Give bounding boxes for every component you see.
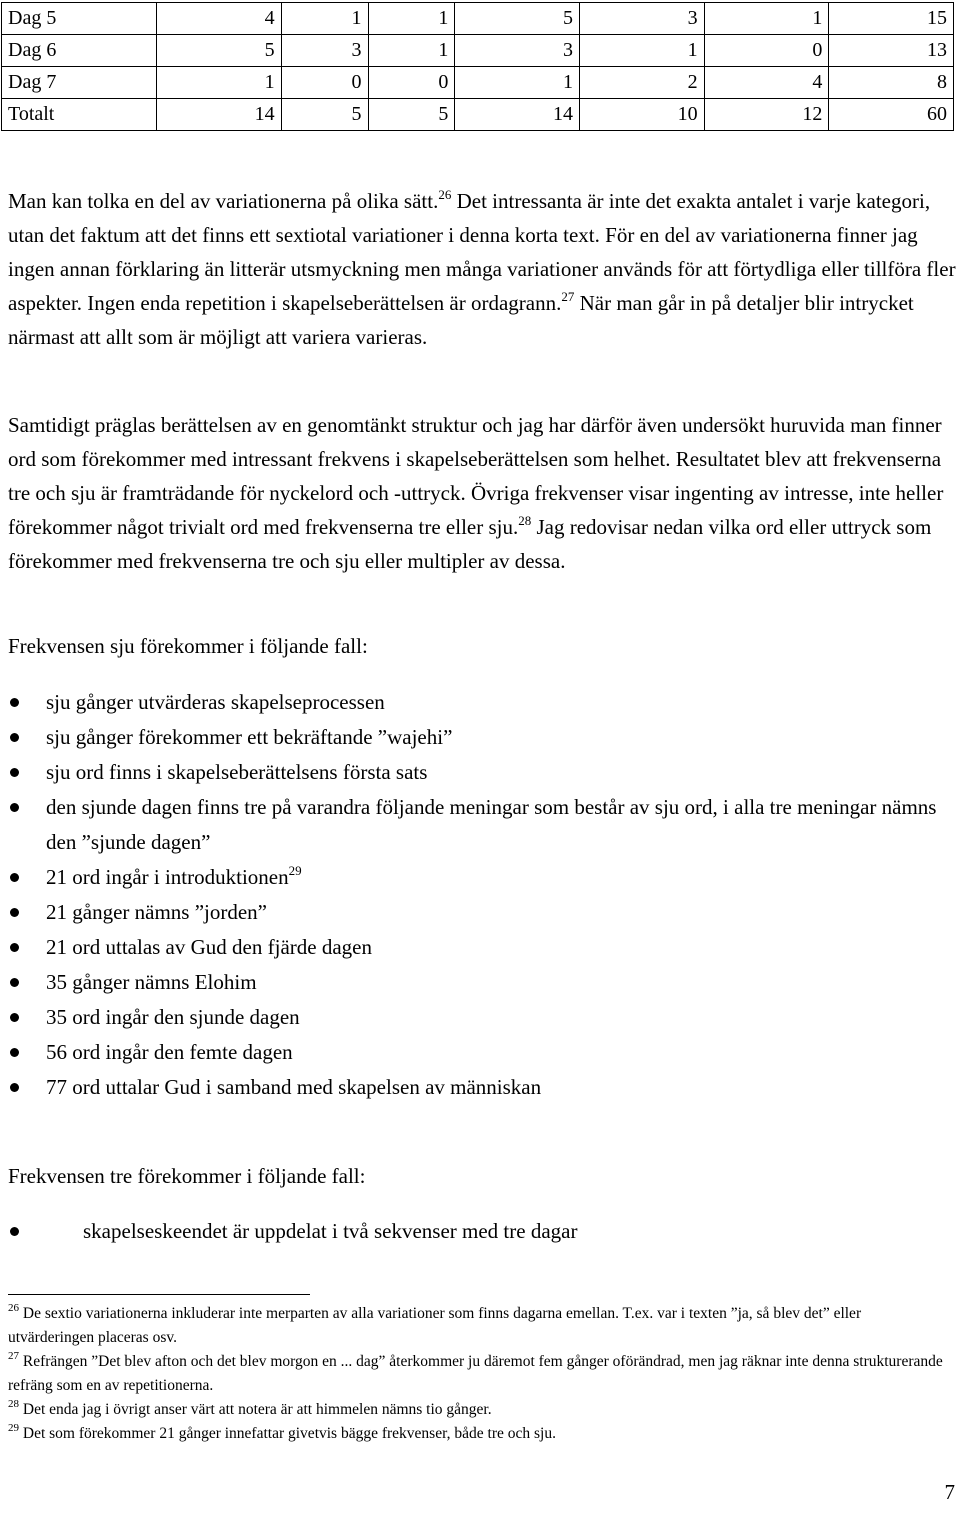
footnote-text: Det enda jag i övrigt anser värt att notera är att himmelen nämns tio gånger. xyxy=(19,1401,492,1418)
bullet-icon xyxy=(10,978,19,987)
list-item-text: sju ord finns i skapelseberättelsens första sats xyxy=(46,760,428,784)
footnote-text: De sextio variationerna inkluderar inte merparten av alla variationer som finns dagarna emellan. T.ex. var i texten ”ja, så blev det” eller utvärderingen placeras osv. xyxy=(8,1305,862,1346)
list-item xyxy=(0,895,956,930)
heading-frequency-seven: Frekvensen sju förekommer i följande fall: xyxy=(8,634,368,658)
list-item xyxy=(0,685,956,720)
table-cell: 13 xyxy=(829,35,954,67)
table-cell: 3 xyxy=(281,35,368,67)
table-cell: 3 xyxy=(455,35,580,67)
table-cell: 14 xyxy=(455,99,580,131)
footnote-ref[interactable]: 28 xyxy=(518,513,532,528)
bullet-icon xyxy=(10,873,19,882)
footnote-number: 27 xyxy=(8,1349,19,1362)
table-row xyxy=(2,3,954,35)
table-cell: 1 xyxy=(281,3,368,35)
table-cell: 2 xyxy=(580,67,705,99)
list-item xyxy=(0,720,956,755)
table-cell: 8 xyxy=(829,67,954,99)
footnote-number: 28 xyxy=(8,1397,19,1410)
table-cell: 5 xyxy=(368,99,455,131)
table-cell: 14 xyxy=(157,99,282,131)
table-cell: 1 xyxy=(580,35,705,67)
footnote-ref[interactable]: 27 xyxy=(561,289,575,304)
list-item-text: 56 ord ingår den femte dagen xyxy=(46,1040,293,1064)
list-item xyxy=(0,930,956,965)
footnote-ref[interactable]: 29 xyxy=(288,863,302,878)
table-cell: 5 xyxy=(281,99,368,131)
paragraph-text: Jag redovisar nedan vilka ord eller uttryck som förekommer med frekvenserna tre och sju eller multipler av dessa. xyxy=(8,515,932,573)
table-cell: 15 xyxy=(829,3,954,35)
table-row xyxy=(2,35,954,67)
table-cell: 4 xyxy=(157,3,282,35)
bullet-icon xyxy=(10,733,19,742)
bullet-icon xyxy=(10,1083,19,1092)
bullet-icon xyxy=(10,1013,19,1022)
paragraph-text: När man går in på detaljer blir intrycket närmast att allt som är möjligt att variera varieras. xyxy=(8,291,914,349)
list-item-text: 21 gånger nämns ”jorden” xyxy=(46,900,268,924)
table-cell: 1 xyxy=(157,67,282,99)
footnote xyxy=(8,1302,948,1350)
table-cell: 1 xyxy=(704,3,829,35)
footnote-number: 26 xyxy=(8,1301,19,1314)
list-item xyxy=(0,790,956,860)
paragraph-text: Man kan tolka en del av variationerna på olika sätt. xyxy=(8,189,439,213)
footnote-text: Det som förekommer 21 gånger innefattar givetvis bägge frekvenser, både tre och sju. xyxy=(19,1425,556,1442)
bullet-icon xyxy=(10,943,19,952)
paragraph-text: Samtidigt präglas berättelsen av en genomtänkt struktur och jag har därför även undersökt huruvida man finner ord som förekommer med intressant frekvens i skapelseberättelsen som helhet. Resultatet blev att frekvenserna tre och sju är framträdande för nyckelord och -uttryck. Övriga frekvenser visar ingenting av intresse, inte heller förekommer något trivialt ord med frekvenserna tre eller sju. xyxy=(8,413,944,539)
row-label: Totalt xyxy=(2,99,157,131)
table-cell: 0 xyxy=(281,67,368,99)
bullet-icon xyxy=(10,803,19,812)
table-row xyxy=(2,99,954,131)
footnotes xyxy=(8,1302,948,1446)
list-item xyxy=(0,755,956,790)
table-cell: 1 xyxy=(368,3,455,35)
list-item xyxy=(0,1035,956,1070)
table-row xyxy=(2,67,954,99)
table-cell: 4 xyxy=(704,67,829,99)
table-cell: 10 xyxy=(580,99,705,131)
list-item-text: 35 gånger nämns Elohim xyxy=(46,970,257,994)
list-item-text: den sjunde dagen finns tre på varandra följande meningar som består av sju ord, i alla tre meningar nämns den ”sjunde dagen” xyxy=(46,795,937,854)
table-cell: 5 xyxy=(157,35,282,67)
list-item xyxy=(0,1000,956,1035)
table-cell: 12 xyxy=(704,99,829,131)
bullet-icon xyxy=(10,1048,19,1057)
bullet-icon xyxy=(10,768,19,777)
list-item xyxy=(0,965,956,1000)
table-cell: 1 xyxy=(368,35,455,67)
paragraph-structure xyxy=(8,408,956,578)
list-item-text: 35 ord ingår den sjunde dagen xyxy=(46,1005,300,1029)
list-item xyxy=(0,1214,956,1249)
row-label: Dag 5 xyxy=(2,3,157,35)
list-item-text: skapelseskeendet är uppdelat i två sekvenser med tre dagar xyxy=(83,1219,578,1243)
bullet-list-seven xyxy=(0,685,956,1105)
list-item-text: 77 ord uttalar Gud i samband med skapelsen av människan xyxy=(46,1075,542,1099)
table-cell: 0 xyxy=(368,67,455,99)
table-cell: 3 xyxy=(580,3,705,35)
table-cell: 0 xyxy=(704,35,829,67)
footnote xyxy=(8,1350,948,1398)
bullet-icon xyxy=(10,698,19,707)
footnote-text: Refrängen ”Det blev afton och det blev morgon en ... dag” återkommer ju däremot fem gånger oförändrad, men jag räknar inte denna strukturerande refräng som en av repetitionerna. xyxy=(8,1353,943,1394)
list-item xyxy=(0,1070,956,1105)
table-cell: 5 xyxy=(455,3,580,35)
bullet-icon xyxy=(10,908,19,917)
bullet-list-three xyxy=(0,1214,956,1249)
footnote xyxy=(8,1422,948,1446)
heading-frequency-three: Frekvensen tre förekommer i följande fall: xyxy=(8,1164,366,1188)
list-item-text: 21 ord ingår i introduktionen xyxy=(46,865,289,889)
row-label: Dag 6 xyxy=(2,35,157,67)
paragraph-text: Det intressanta är inte det exakta antalet i varje kategori, utan det faktum att det finns ett sextiotal variationer i denna korta text. För en del av variationerna finner jag ingen annan förklaring än litterär utsmyckning men många variationer används för att förtydliga eller tillföra fler aspekter. Ingen enda repetition i skapelseberättelsen är ordagrann. xyxy=(8,189,956,315)
row-label: Dag 7 xyxy=(2,67,157,99)
bullet-icon xyxy=(10,1227,19,1236)
list-item-text: sju gånger utvärderas skapelseprocessen xyxy=(46,690,385,714)
footnote-number: 29 xyxy=(8,1421,19,1434)
footnote xyxy=(8,1398,948,1422)
list-item-text: 21 ord uttalas av Gud den fjärde dagen xyxy=(46,935,372,959)
list-item xyxy=(0,860,956,895)
paragraph-variations xyxy=(8,184,956,354)
frequency-table xyxy=(1,2,954,131)
table-cell: 60 xyxy=(829,99,954,131)
footnote-ref[interactable]: 26 xyxy=(438,187,452,202)
footnote-divider xyxy=(8,1294,310,1295)
page-number: 7 xyxy=(944,1480,955,1504)
table-cell: 1 xyxy=(455,67,580,99)
list-item-text: sju gånger förekommer ett bekräftande ”wajehi” xyxy=(46,725,453,749)
